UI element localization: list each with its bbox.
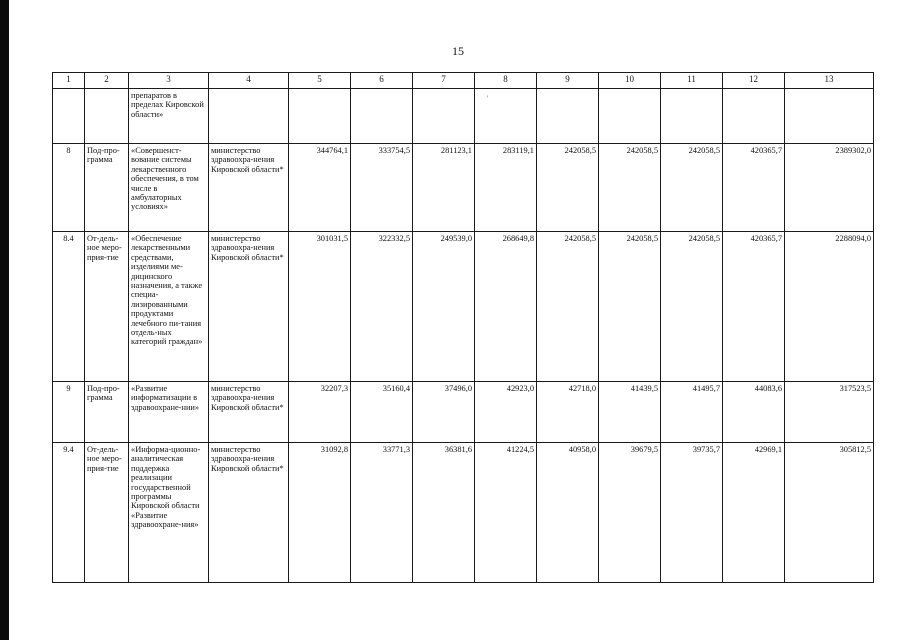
row-executor-cell: министерство здравоохра-нения Кировской области* <box>209 443 289 583</box>
amount-cell-col9: 242058,5 <box>537 232 599 382</box>
amount-cell-col5 <box>289 89 351 144</box>
amount-cell-col8 <box>475 89 537 144</box>
amount-cell-col12: 420365,7 <box>723 144 785 232</box>
column-header-8: 8 <box>475 73 537 89</box>
row-type-cell <box>85 89 129 144</box>
amount-cell-col13: 317523,5 <box>785 382 874 443</box>
column-header-6: 6 <box>351 73 413 89</box>
amount-cell-col6: 322332,5 <box>351 232 413 382</box>
amount-cell-col11: 41495,7 <box>661 382 723 443</box>
amount-cell-col8: 41224,5 <box>475 443 537 583</box>
row-title-cell: «Информа-ционно-аналитическая поддержка реализации государственной программы Кировской области «Развитие здравоохране-ния» <box>129 443 209 583</box>
column-header-2: 2 <box>85 73 129 89</box>
column-header-1: 1 <box>53 73 85 89</box>
column-header-3: 3 <box>129 73 209 89</box>
row-executor-cell: министерство здравоохра-нения Кировской области* <box>209 232 289 382</box>
amount-cell-col7: 281123,1 <box>413 144 475 232</box>
column-header-10: 10 <box>599 73 661 89</box>
amount-cell-col8: 268649,8 <box>475 232 537 382</box>
row-executor-cell: министерство здравоохра-нения Кировской области* <box>209 382 289 443</box>
amount-cell-col13: 2389302,0 <box>785 144 874 232</box>
table-row <box>53 144 874 232</box>
amount-cell-col9: 242058,5 <box>537 144 599 232</box>
amount-cell-col9 <box>537 89 599 144</box>
amount-cell-col10 <box>599 89 661 144</box>
row-number-cell <box>53 89 85 144</box>
column-header-4: 4 <box>209 73 289 89</box>
scan-speck: ' <box>487 94 489 103</box>
row-title-cell: «Развитие информатизации в здравоохране-нии» <box>129 382 209 443</box>
row-number-cell: 9 <box>53 382 85 443</box>
amount-cell-col11: 242058,5 <box>661 144 723 232</box>
amount-cell-col10: 41439,5 <box>599 382 661 443</box>
table-row <box>53 382 874 443</box>
amount-cell-col9: 40958,0 <box>537 443 599 583</box>
amount-cell-col6: 33771,3 <box>351 443 413 583</box>
page-number: 15 <box>452 44 464 58</box>
row-title-cell: препаратов в пределах Кировской области» <box>129 89 209 144</box>
amount-cell-col7: 37496,0 <box>413 382 475 443</box>
amount-cell-col6 <box>351 89 413 144</box>
column-header-7: 7 <box>413 73 475 89</box>
row-title-cell: «Совершенст-вование системы лекарственного обеспечения, в том числе в амбулаторных условиях» <box>129 144 209 232</box>
amount-cell-col11: 242058,5 <box>661 232 723 382</box>
amount-cell-col5: 301031,5 <box>289 232 351 382</box>
amount-cell-col7: 36381,6 <box>413 443 475 583</box>
table-row <box>53 443 874 583</box>
row-type-cell: Под-про-грамма <box>85 144 129 232</box>
column-header-11: 11 <box>661 73 723 89</box>
column-header-12: 12 <box>723 73 785 89</box>
scan-edge-bar <box>0 0 9 640</box>
amount-cell-col11 <box>661 89 723 144</box>
amount-cell-col7: 249539,0 <box>413 232 475 382</box>
amount-cell-col6: 333754,5 <box>351 144 413 232</box>
amount-cell-col5: 344764,1 <box>289 144 351 232</box>
amount-cell-col7 <box>413 89 475 144</box>
amount-cell-col12: 44083,6 <box>723 382 785 443</box>
row-type-cell: От-дель-ное меро-прия-тие <box>85 232 129 382</box>
amount-cell-col11: 39735,7 <box>661 443 723 583</box>
amount-cell-col12: 42969,1 <box>723 443 785 583</box>
row-number-cell: 8 <box>53 144 85 232</box>
column-header-5: 5 <box>289 73 351 89</box>
amount-cell-col13 <box>785 89 874 144</box>
row-executor-cell: министерство здравоохра-нения Кировской области* <box>209 144 289 232</box>
table-row <box>53 89 874 144</box>
amount-cell-col12: 420365,7 <box>723 232 785 382</box>
budget-table <box>52 72 874 583</box>
row-title-cell: «Обеспечение лекарственными средствами, изделиями ме-дицинского назначения, а также специа-лизированными продуктами лечебного пи-тания отдель-ных категорий граждан» <box>129 232 209 382</box>
amount-cell-col8: 283119,1 <box>475 144 537 232</box>
amount-cell-col8: 42923,0 <box>475 382 537 443</box>
row-number-cell: 9.4 <box>53 443 85 583</box>
amount-cell-col13: 305812,5 <box>785 443 874 583</box>
column-header-9: 9 <box>537 73 599 89</box>
amount-cell-col12 <box>723 89 785 144</box>
amount-cell-col10: 242058,5 <box>599 232 661 382</box>
amount-cell-col5: 32207,3 <box>289 382 351 443</box>
column-header-13: 13 <box>785 73 874 89</box>
amount-cell-col13: 2288094,0 <box>785 232 874 382</box>
row-number-cell: 8.4 <box>53 232 85 382</box>
amount-cell-col10: 242058,5 <box>599 144 661 232</box>
amount-cell-col10: 39679,5 <box>599 443 661 583</box>
column-number-row <box>53 73 874 89</box>
row-type-cell: Под-про-грамма <box>85 382 129 443</box>
row-executor-cell <box>209 89 289 144</box>
amount-cell-col5: 31092,8 <box>289 443 351 583</box>
table-row <box>53 232 874 382</box>
row-type-cell: От-дель-ное меро-прия-тие <box>85 443 129 583</box>
amount-cell-col9: 42718,0 <box>537 382 599 443</box>
amount-cell-col6: 35160,4 <box>351 382 413 443</box>
